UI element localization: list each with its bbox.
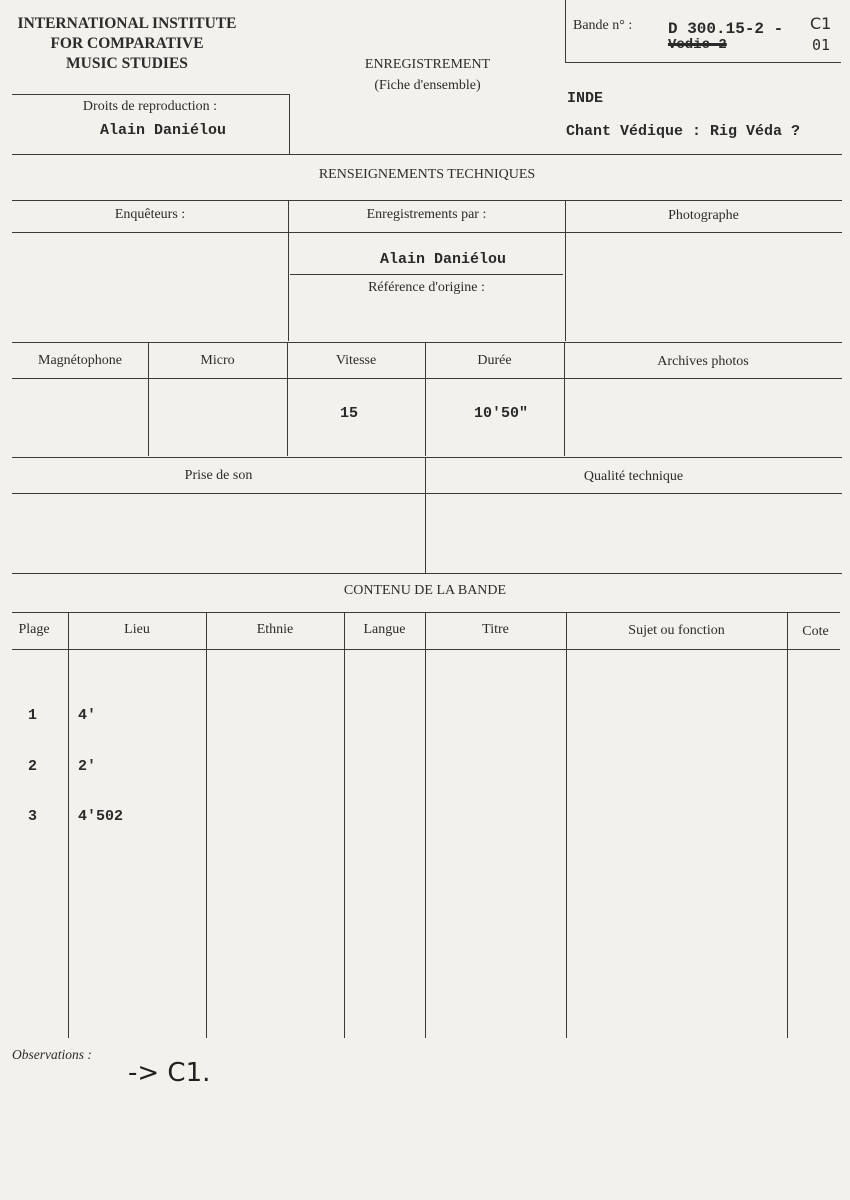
divider	[566, 612, 567, 1038]
vitesse-label: Vitesse	[335, 353, 377, 368]
bande-label: Bande n° :	[573, 18, 633, 33]
column-header-plage: Plage	[18, 622, 50, 637]
bande-hand-bottom: 01	[812, 36, 831, 54]
divider	[12, 457, 842, 458]
row-plage: 1	[28, 707, 38, 724]
column-header-lieu: Lieu	[124, 622, 150, 637]
country-value: INDE	[567, 90, 604, 107]
row-lieu: 4'	[78, 707, 97, 724]
prise-label: Prise de son	[184, 468, 253, 483]
divider	[787, 612, 788, 1038]
bande-struck-value: Vedic-2	[668, 37, 727, 53]
row-lieu: 4'502	[78, 808, 124, 825]
divider	[12, 154, 842, 155]
institute-line: INTERNATIONAL INSTITUTE	[17, 15, 237, 32]
column-header-cote: Cote	[802, 624, 829, 639]
form-subtitle: (Fiche d'ensemble)	[374, 78, 481, 93]
divider	[565, 0, 566, 62]
divider	[344, 612, 345, 1038]
form-title: ENREGISTREMENT	[364, 57, 491, 72]
divider	[12, 649, 840, 650]
divider	[12, 493, 842, 494]
institute-line: MUSIC STUDIES	[66, 55, 188, 72]
row-lieu: 2'	[78, 758, 97, 775]
contenu-section-title: CONTENU DE LA BANDE	[343, 583, 507, 598]
column-header-langue: Langue	[363, 622, 406, 637]
subject-value: Chant Védique : Rig Véda ?	[566, 123, 801, 140]
observations-label: Observations :	[12, 1047, 92, 1062]
bande-value: D 300.15-2 -	[668, 20, 784, 38]
divider	[12, 612, 840, 613]
divider	[68, 612, 69, 1038]
column-header-sujet: Sujet ou fonction	[628, 623, 725, 638]
droits-label: Droits de reproduction :	[82, 99, 218, 114]
divider	[206, 612, 207, 1038]
divider	[12, 94, 289, 95]
vitesse-value: 15	[340, 405, 359, 422]
enregistrements-value: Alain Daniélou	[379, 251, 507, 268]
duree-label: Durée	[477, 353, 512, 368]
enregistrements-label: Enregistrements par :	[366, 207, 487, 222]
row-plage: 2	[28, 758, 38, 775]
divider	[425, 612, 426, 1038]
divider	[12, 378, 842, 379]
archives-label: Archives photos	[657, 354, 749, 369]
divider	[289, 94, 290, 154]
divider	[290, 274, 563, 275]
micro-label: Micro	[200, 353, 235, 368]
institute-line: FOR COMPARATIVE	[50, 35, 204, 52]
technical-section-title: RENSEIGNEMENTS TECHNIQUES	[318, 167, 536, 182]
reference-label: Référence d'origine :	[368, 280, 485, 295]
column-header-titre: Titre	[482, 622, 509, 637]
photographe-label: Photographe	[668, 208, 739, 223]
divider	[12, 342, 842, 343]
observations-value: -> C1.	[128, 1058, 211, 1088]
divider	[565, 62, 841, 63]
row-plage: 3	[28, 808, 38, 825]
duree-value: 10'50"	[474, 405, 529, 422]
bande-hand-top: C1	[810, 14, 832, 33]
qualite-label: Qualité technique	[583, 469, 684, 484]
divider	[12, 200, 842, 201]
institute-name	[12, 14, 242, 74]
column-header-ethnie: Ethnie	[256, 622, 294, 637]
droits-value: Alain Daniélou	[100, 122, 227, 139]
divider	[12, 573, 842, 574]
magnetophone-label: Magnétophone	[38, 353, 122, 368]
enqueteurs-label: Enquêteurs :	[114, 207, 186, 222]
divider	[12, 232, 842, 233]
